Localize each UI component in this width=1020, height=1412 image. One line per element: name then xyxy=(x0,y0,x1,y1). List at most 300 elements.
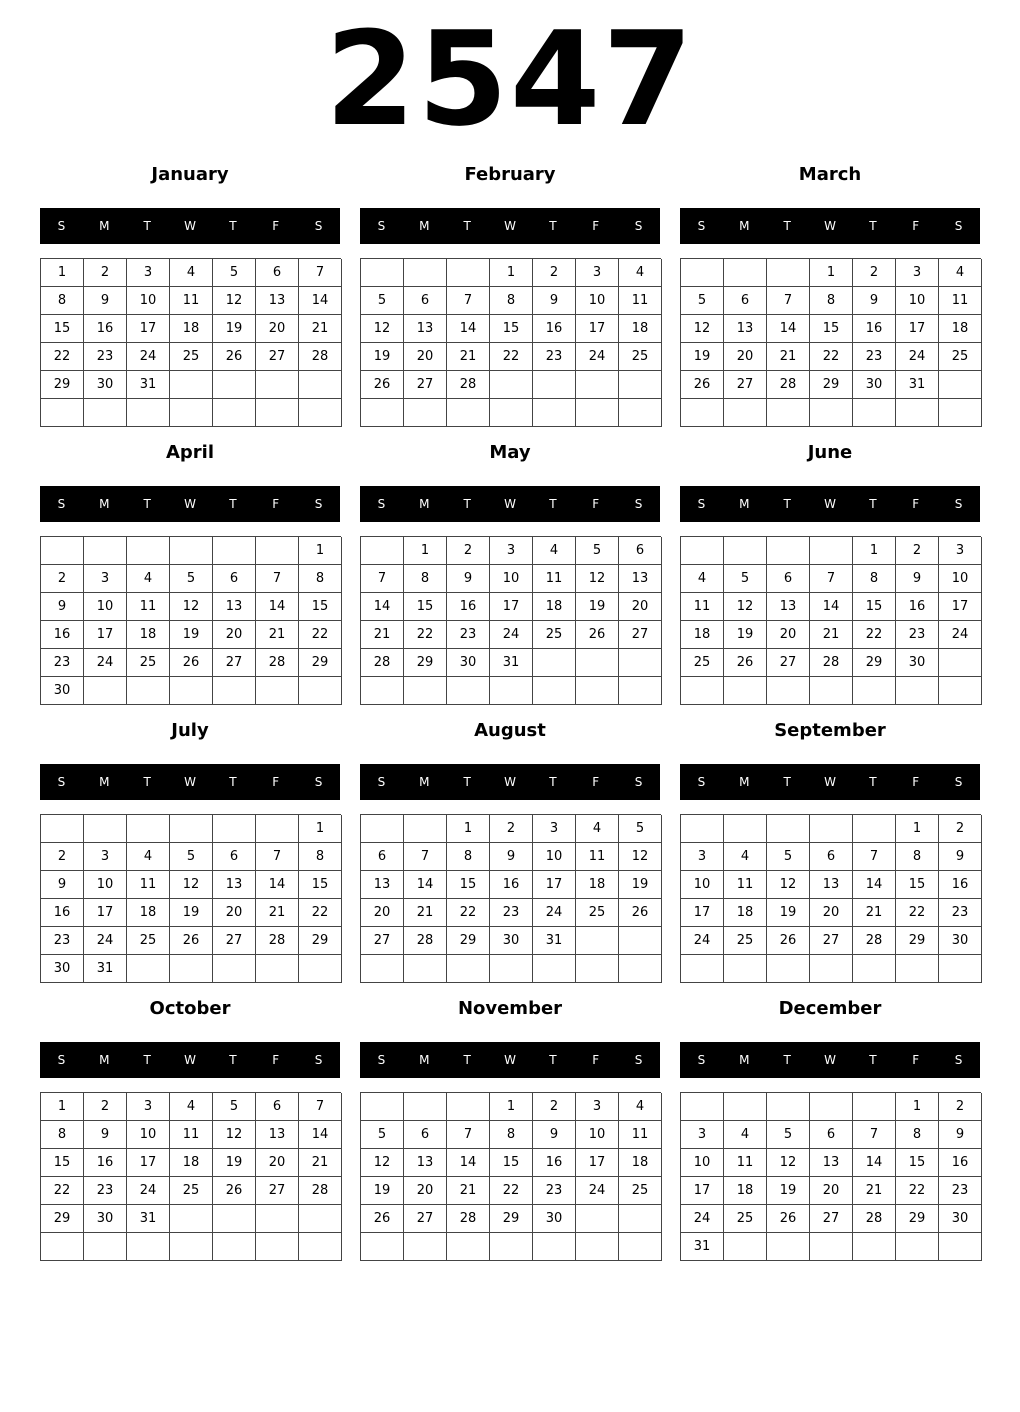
weekday-label: W xyxy=(504,775,516,789)
day-cell: 3 xyxy=(84,565,127,593)
weekday-label: T xyxy=(549,497,557,511)
month-name: July xyxy=(171,720,209,741)
day-cell: 13 xyxy=(724,315,767,343)
day-cell: 28 xyxy=(767,371,810,399)
day-cell: 11 xyxy=(619,1121,662,1149)
day-cell: 6 xyxy=(810,1121,853,1149)
day-cell: 17 xyxy=(84,621,127,649)
weekday-label: W xyxy=(504,219,516,233)
day-cell: 9 xyxy=(896,565,939,593)
day-cell: 12 xyxy=(724,593,767,621)
empty-cell xyxy=(681,1093,724,1121)
empty-cell xyxy=(576,677,619,705)
day-cell: 2 xyxy=(533,259,576,287)
day-cell: 14 xyxy=(256,871,299,899)
day-cell: 8 xyxy=(299,565,342,593)
empty-cell xyxy=(256,677,299,705)
month-name: September xyxy=(774,720,886,741)
day-cell: 1 xyxy=(299,815,342,843)
day-cell: 28 xyxy=(853,1205,896,1233)
day-cell: 29 xyxy=(810,371,853,399)
empty-cell xyxy=(361,259,404,287)
day-cell: 13 xyxy=(767,593,810,621)
empty-cell xyxy=(810,955,853,983)
day-cell: 16 xyxy=(41,899,84,927)
day-cell: 26 xyxy=(361,371,404,399)
day-cell: 30 xyxy=(896,649,939,677)
day-cell: 6 xyxy=(810,843,853,871)
empty-cell xyxy=(681,955,724,983)
day-cell: 1 xyxy=(41,259,84,287)
day-cell: 26 xyxy=(361,1205,404,1233)
day-cell: 11 xyxy=(127,593,170,621)
day-cell: 18 xyxy=(127,621,170,649)
day-cell: 6 xyxy=(404,287,447,315)
weekday-label: M xyxy=(419,1053,430,1067)
day-cell: 23 xyxy=(41,649,84,677)
day-cell: 16 xyxy=(490,871,533,899)
weekday-label: F xyxy=(592,775,600,789)
day-cell: 7 xyxy=(853,843,896,871)
weekday-label: S xyxy=(314,497,323,511)
day-cell: 14 xyxy=(256,593,299,621)
month-september xyxy=(680,716,980,984)
day-cell: 22 xyxy=(853,621,896,649)
empty-cell xyxy=(213,1233,256,1261)
empty-cell xyxy=(127,955,170,983)
weekday-label: S xyxy=(954,1053,963,1067)
month-name: May xyxy=(489,442,531,463)
day-cell: 18 xyxy=(939,315,982,343)
empty-cell xyxy=(127,537,170,565)
weekday-label: M xyxy=(99,775,110,789)
weekday-label: T xyxy=(229,775,237,789)
weekday-label: F xyxy=(592,219,600,233)
empty-cell xyxy=(767,815,810,843)
weekday-label: T xyxy=(463,1053,471,1067)
day-cell: 9 xyxy=(41,871,84,899)
weekday-label: S xyxy=(314,775,323,789)
day-cell: 11 xyxy=(533,565,576,593)
day-cell: 31 xyxy=(84,955,127,983)
weekday-label: S xyxy=(954,775,963,789)
day-cell: 30 xyxy=(41,677,84,705)
day-cell: 4 xyxy=(939,259,982,287)
day-cell: 14 xyxy=(361,593,404,621)
weekday-label: S xyxy=(697,497,706,511)
weekday-label: M xyxy=(99,497,110,511)
empty-cell xyxy=(299,677,342,705)
day-cell: 25 xyxy=(533,621,576,649)
day-cell: 25 xyxy=(170,343,213,371)
day-cell: 18 xyxy=(681,621,724,649)
day-cell: 2 xyxy=(896,537,939,565)
day-cell: 24 xyxy=(533,899,576,927)
empty-cell xyxy=(533,649,576,677)
day-cell: 6 xyxy=(724,287,767,315)
day-cell: 14 xyxy=(447,315,490,343)
day-cell: 11 xyxy=(939,287,982,315)
day-cell: 9 xyxy=(84,287,127,315)
day-cell: 10 xyxy=(127,287,170,315)
day-cell: 25 xyxy=(170,1177,213,1205)
day-cell: 17 xyxy=(127,1149,170,1177)
day-cell: 3 xyxy=(681,843,724,871)
day-cell: 24 xyxy=(576,1177,619,1205)
day-cell: 7 xyxy=(299,259,342,287)
day-cell: 2 xyxy=(939,1093,982,1121)
weekday-label: S xyxy=(377,1053,386,1067)
day-cell: 7 xyxy=(256,843,299,871)
day-cell: 9 xyxy=(447,565,490,593)
day-cell: 10 xyxy=(84,593,127,621)
weekday-header xyxy=(360,486,660,522)
day-cell: 30 xyxy=(41,955,84,983)
day-cell: 1 xyxy=(896,815,939,843)
weekday-label: M xyxy=(99,219,110,233)
weekday-label: M xyxy=(739,219,750,233)
weekday-label: W xyxy=(184,219,196,233)
day-cell: 27 xyxy=(213,927,256,955)
day-cell: 19 xyxy=(681,343,724,371)
day-cell: 6 xyxy=(213,565,256,593)
day-cell: 19 xyxy=(361,1177,404,1205)
empty-cell xyxy=(533,399,576,427)
day-cell: 7 xyxy=(767,287,810,315)
day-cell: 8 xyxy=(404,565,447,593)
day-cell: 17 xyxy=(533,871,576,899)
day-cell: 5 xyxy=(724,565,767,593)
empty-cell xyxy=(41,537,84,565)
weekday-header xyxy=(360,208,660,244)
day-cell: 24 xyxy=(490,621,533,649)
empty-cell xyxy=(213,677,256,705)
weekday-label: F xyxy=(592,497,600,511)
day-cell: 27 xyxy=(256,343,299,371)
day-cell: 27 xyxy=(256,1177,299,1205)
day-cell: 22 xyxy=(896,899,939,927)
empty-cell xyxy=(84,677,127,705)
weekday-header xyxy=(680,1042,980,1078)
day-cell: 14 xyxy=(853,1149,896,1177)
weekday-label: S xyxy=(697,219,706,233)
day-cell: 1 xyxy=(41,1093,84,1121)
day-cell: 10 xyxy=(576,287,619,315)
day-cell: 26 xyxy=(170,927,213,955)
empty-cell xyxy=(84,399,127,427)
day-cell: 20 xyxy=(767,621,810,649)
day-cell: 3 xyxy=(576,259,619,287)
empty-cell xyxy=(853,815,896,843)
day-cell: 12 xyxy=(767,871,810,899)
day-cell: 3 xyxy=(127,1093,170,1121)
weekday-label: S xyxy=(57,775,66,789)
day-cell: 28 xyxy=(447,371,490,399)
day-cell: 17 xyxy=(490,593,533,621)
day-cell: 17 xyxy=(127,315,170,343)
day-cell: 13 xyxy=(810,1149,853,1177)
day-cell: 2 xyxy=(533,1093,576,1121)
day-cell: 18 xyxy=(170,315,213,343)
day-cell: 12 xyxy=(361,315,404,343)
empty-cell xyxy=(170,815,213,843)
empty-cell xyxy=(256,1205,299,1233)
day-cell: 13 xyxy=(404,1149,447,1177)
empty-cell xyxy=(576,649,619,677)
day-cell: 27 xyxy=(213,649,256,677)
empty-cell xyxy=(447,399,490,427)
empty-cell xyxy=(256,371,299,399)
empty-cell xyxy=(619,677,662,705)
weekday-label: S xyxy=(377,497,386,511)
weekday-label: F xyxy=(912,1053,920,1067)
day-cell: 19 xyxy=(576,593,619,621)
empty-cell xyxy=(490,399,533,427)
day-cell: 29 xyxy=(896,1205,939,1233)
month-february xyxy=(360,160,660,428)
day-cell: 6 xyxy=(767,565,810,593)
day-cell: 19 xyxy=(767,899,810,927)
month-august xyxy=(360,716,660,984)
weekday-label: W xyxy=(824,775,836,789)
empty-cell xyxy=(256,537,299,565)
empty-cell xyxy=(576,399,619,427)
empty-cell xyxy=(213,955,256,983)
weekday-label: T xyxy=(549,219,557,233)
day-cell: 9 xyxy=(41,593,84,621)
day-cell: 26 xyxy=(681,371,724,399)
empty-cell xyxy=(767,259,810,287)
empty-cell xyxy=(724,1233,767,1261)
empty-cell xyxy=(170,1205,213,1233)
day-cell: 20 xyxy=(404,1177,447,1205)
empty-cell xyxy=(256,815,299,843)
day-cell: 28 xyxy=(299,343,342,371)
day-cell: 9 xyxy=(490,843,533,871)
day-cell: 15 xyxy=(896,871,939,899)
day-cell: 3 xyxy=(490,537,533,565)
month-october xyxy=(40,994,340,1262)
empty-cell xyxy=(619,371,662,399)
day-cell: 28 xyxy=(256,649,299,677)
day-cell: 1 xyxy=(853,537,896,565)
empty-cell xyxy=(256,1233,299,1261)
day-cell: 3 xyxy=(84,843,127,871)
day-cell: 19 xyxy=(361,343,404,371)
day-cell: 28 xyxy=(361,649,404,677)
weekday-label: W xyxy=(504,1053,516,1067)
empty-cell xyxy=(939,399,982,427)
weekday-label: M xyxy=(419,775,430,789)
empty-cell xyxy=(256,399,299,427)
day-cell: 10 xyxy=(681,871,724,899)
day-cell: 1 xyxy=(447,815,490,843)
empty-cell xyxy=(127,815,170,843)
day-cell: 12 xyxy=(767,1149,810,1177)
day-cell: 25 xyxy=(576,899,619,927)
weekday-label: S xyxy=(634,775,643,789)
empty-cell xyxy=(619,1205,662,1233)
day-cell: 23 xyxy=(853,343,896,371)
day-cell: 24 xyxy=(681,1205,724,1233)
day-cell: 20 xyxy=(619,593,662,621)
day-cell: 17 xyxy=(576,315,619,343)
day-cell: 27 xyxy=(404,371,447,399)
day-cell: 22 xyxy=(490,1177,533,1205)
weekday-header xyxy=(680,208,980,244)
day-cell: 19 xyxy=(170,899,213,927)
day-cell: 18 xyxy=(127,899,170,927)
day-cell: 29 xyxy=(490,1205,533,1233)
month-june xyxy=(680,438,980,706)
day-cell: 27 xyxy=(810,1205,853,1233)
day-cell: 5 xyxy=(576,537,619,565)
weekday-label: W xyxy=(184,1053,196,1067)
day-cell: 29 xyxy=(896,927,939,955)
day-cell: 15 xyxy=(490,315,533,343)
day-cell: 31 xyxy=(681,1233,724,1261)
month-name: June xyxy=(807,442,853,463)
weekday-label: S xyxy=(634,219,643,233)
empty-cell xyxy=(404,1093,447,1121)
empty-cell xyxy=(619,927,662,955)
day-cell: 24 xyxy=(127,343,170,371)
day-cell: 17 xyxy=(84,899,127,927)
weekday-label: M xyxy=(419,219,430,233)
day-cell: 30 xyxy=(84,1205,127,1233)
day-cell: 18 xyxy=(619,315,662,343)
empty-cell xyxy=(939,371,982,399)
day-cell: 11 xyxy=(619,287,662,315)
weekday-label: S xyxy=(57,497,66,511)
empty-cell xyxy=(767,955,810,983)
empty-cell xyxy=(361,955,404,983)
day-cell: 28 xyxy=(853,927,896,955)
day-cell: 26 xyxy=(767,927,810,955)
weekday-label: T xyxy=(463,775,471,789)
day-cell: 15 xyxy=(299,871,342,899)
empty-cell xyxy=(810,815,853,843)
day-grid xyxy=(680,1092,981,1261)
day-cell: 1 xyxy=(404,537,447,565)
day-cell: 25 xyxy=(724,927,767,955)
day-cell: 6 xyxy=(256,1093,299,1121)
empty-cell xyxy=(404,399,447,427)
empty-cell xyxy=(939,1233,982,1261)
empty-cell xyxy=(853,1093,896,1121)
empty-cell xyxy=(810,1093,853,1121)
day-cell: 14 xyxy=(810,593,853,621)
day-cell: 30 xyxy=(490,927,533,955)
day-cell: 19 xyxy=(213,315,256,343)
month-december xyxy=(680,994,980,1262)
month-may xyxy=(360,438,660,706)
weekday-header xyxy=(680,486,980,522)
day-cell: 2 xyxy=(939,815,982,843)
weekday-label: S xyxy=(57,1053,66,1067)
day-cell: 5 xyxy=(767,843,810,871)
empty-cell xyxy=(896,677,939,705)
day-cell: 10 xyxy=(576,1121,619,1149)
day-cell: 23 xyxy=(84,1177,127,1205)
day-cell: 17 xyxy=(939,593,982,621)
empty-cell xyxy=(84,1233,127,1261)
day-cell: 13 xyxy=(810,871,853,899)
day-grid xyxy=(40,814,341,983)
empty-cell xyxy=(896,1233,939,1261)
day-cell: 5 xyxy=(170,565,213,593)
empty-cell xyxy=(361,537,404,565)
day-cell: 16 xyxy=(533,1149,576,1177)
day-cell: 20 xyxy=(810,899,853,927)
day-cell: 9 xyxy=(939,843,982,871)
weekday-label: M xyxy=(739,775,750,789)
day-cell: 15 xyxy=(299,593,342,621)
day-cell: 28 xyxy=(404,927,447,955)
day-cell: 12 xyxy=(213,287,256,315)
day-cell: 10 xyxy=(84,871,127,899)
weekday-header xyxy=(40,486,340,522)
weekday-label: T xyxy=(229,497,237,511)
weekday-label: F xyxy=(272,219,280,233)
day-cell: 29 xyxy=(853,649,896,677)
empty-cell xyxy=(724,259,767,287)
weekday-label: M xyxy=(99,1053,110,1067)
empty-cell xyxy=(361,815,404,843)
day-cell: 18 xyxy=(619,1149,662,1177)
day-cell: 3 xyxy=(576,1093,619,1121)
day-cell: 4 xyxy=(127,565,170,593)
day-cell: 31 xyxy=(490,649,533,677)
day-cell: 8 xyxy=(490,287,533,315)
empty-cell xyxy=(724,1093,767,1121)
day-cell: 15 xyxy=(41,1149,84,1177)
day-cell: 8 xyxy=(41,287,84,315)
day-cell: 30 xyxy=(853,371,896,399)
day-cell: 24 xyxy=(127,1177,170,1205)
day-cell: 31 xyxy=(533,927,576,955)
day-cell: 11 xyxy=(724,871,767,899)
day-grid xyxy=(360,258,661,427)
weekday-label: S xyxy=(697,1053,706,1067)
empty-cell xyxy=(213,537,256,565)
empty-cell xyxy=(576,1233,619,1261)
day-cell: 1 xyxy=(490,259,533,287)
day-cell: 22 xyxy=(41,343,84,371)
day-cell: 21 xyxy=(256,621,299,649)
weekday-label: M xyxy=(739,497,750,511)
day-cell: 25 xyxy=(619,1177,662,1205)
day-cell: 7 xyxy=(810,565,853,593)
weekday-label: T xyxy=(783,1053,791,1067)
day-cell: 13 xyxy=(619,565,662,593)
day-cell: 24 xyxy=(84,927,127,955)
day-cell: 29 xyxy=(41,1205,84,1233)
empty-cell xyxy=(170,1233,213,1261)
day-cell: 17 xyxy=(576,1149,619,1177)
day-cell: 24 xyxy=(896,343,939,371)
day-cell: 9 xyxy=(533,1121,576,1149)
day-cell: 21 xyxy=(810,621,853,649)
weekday-label: W xyxy=(824,497,836,511)
day-cell: 1 xyxy=(299,537,342,565)
weekday-label: F xyxy=(912,497,920,511)
weekday-label: W xyxy=(504,497,516,511)
day-cell: 6 xyxy=(213,843,256,871)
weekday-label: S xyxy=(314,1053,323,1067)
weekday-label: T xyxy=(783,775,791,789)
day-cell: 27 xyxy=(767,649,810,677)
